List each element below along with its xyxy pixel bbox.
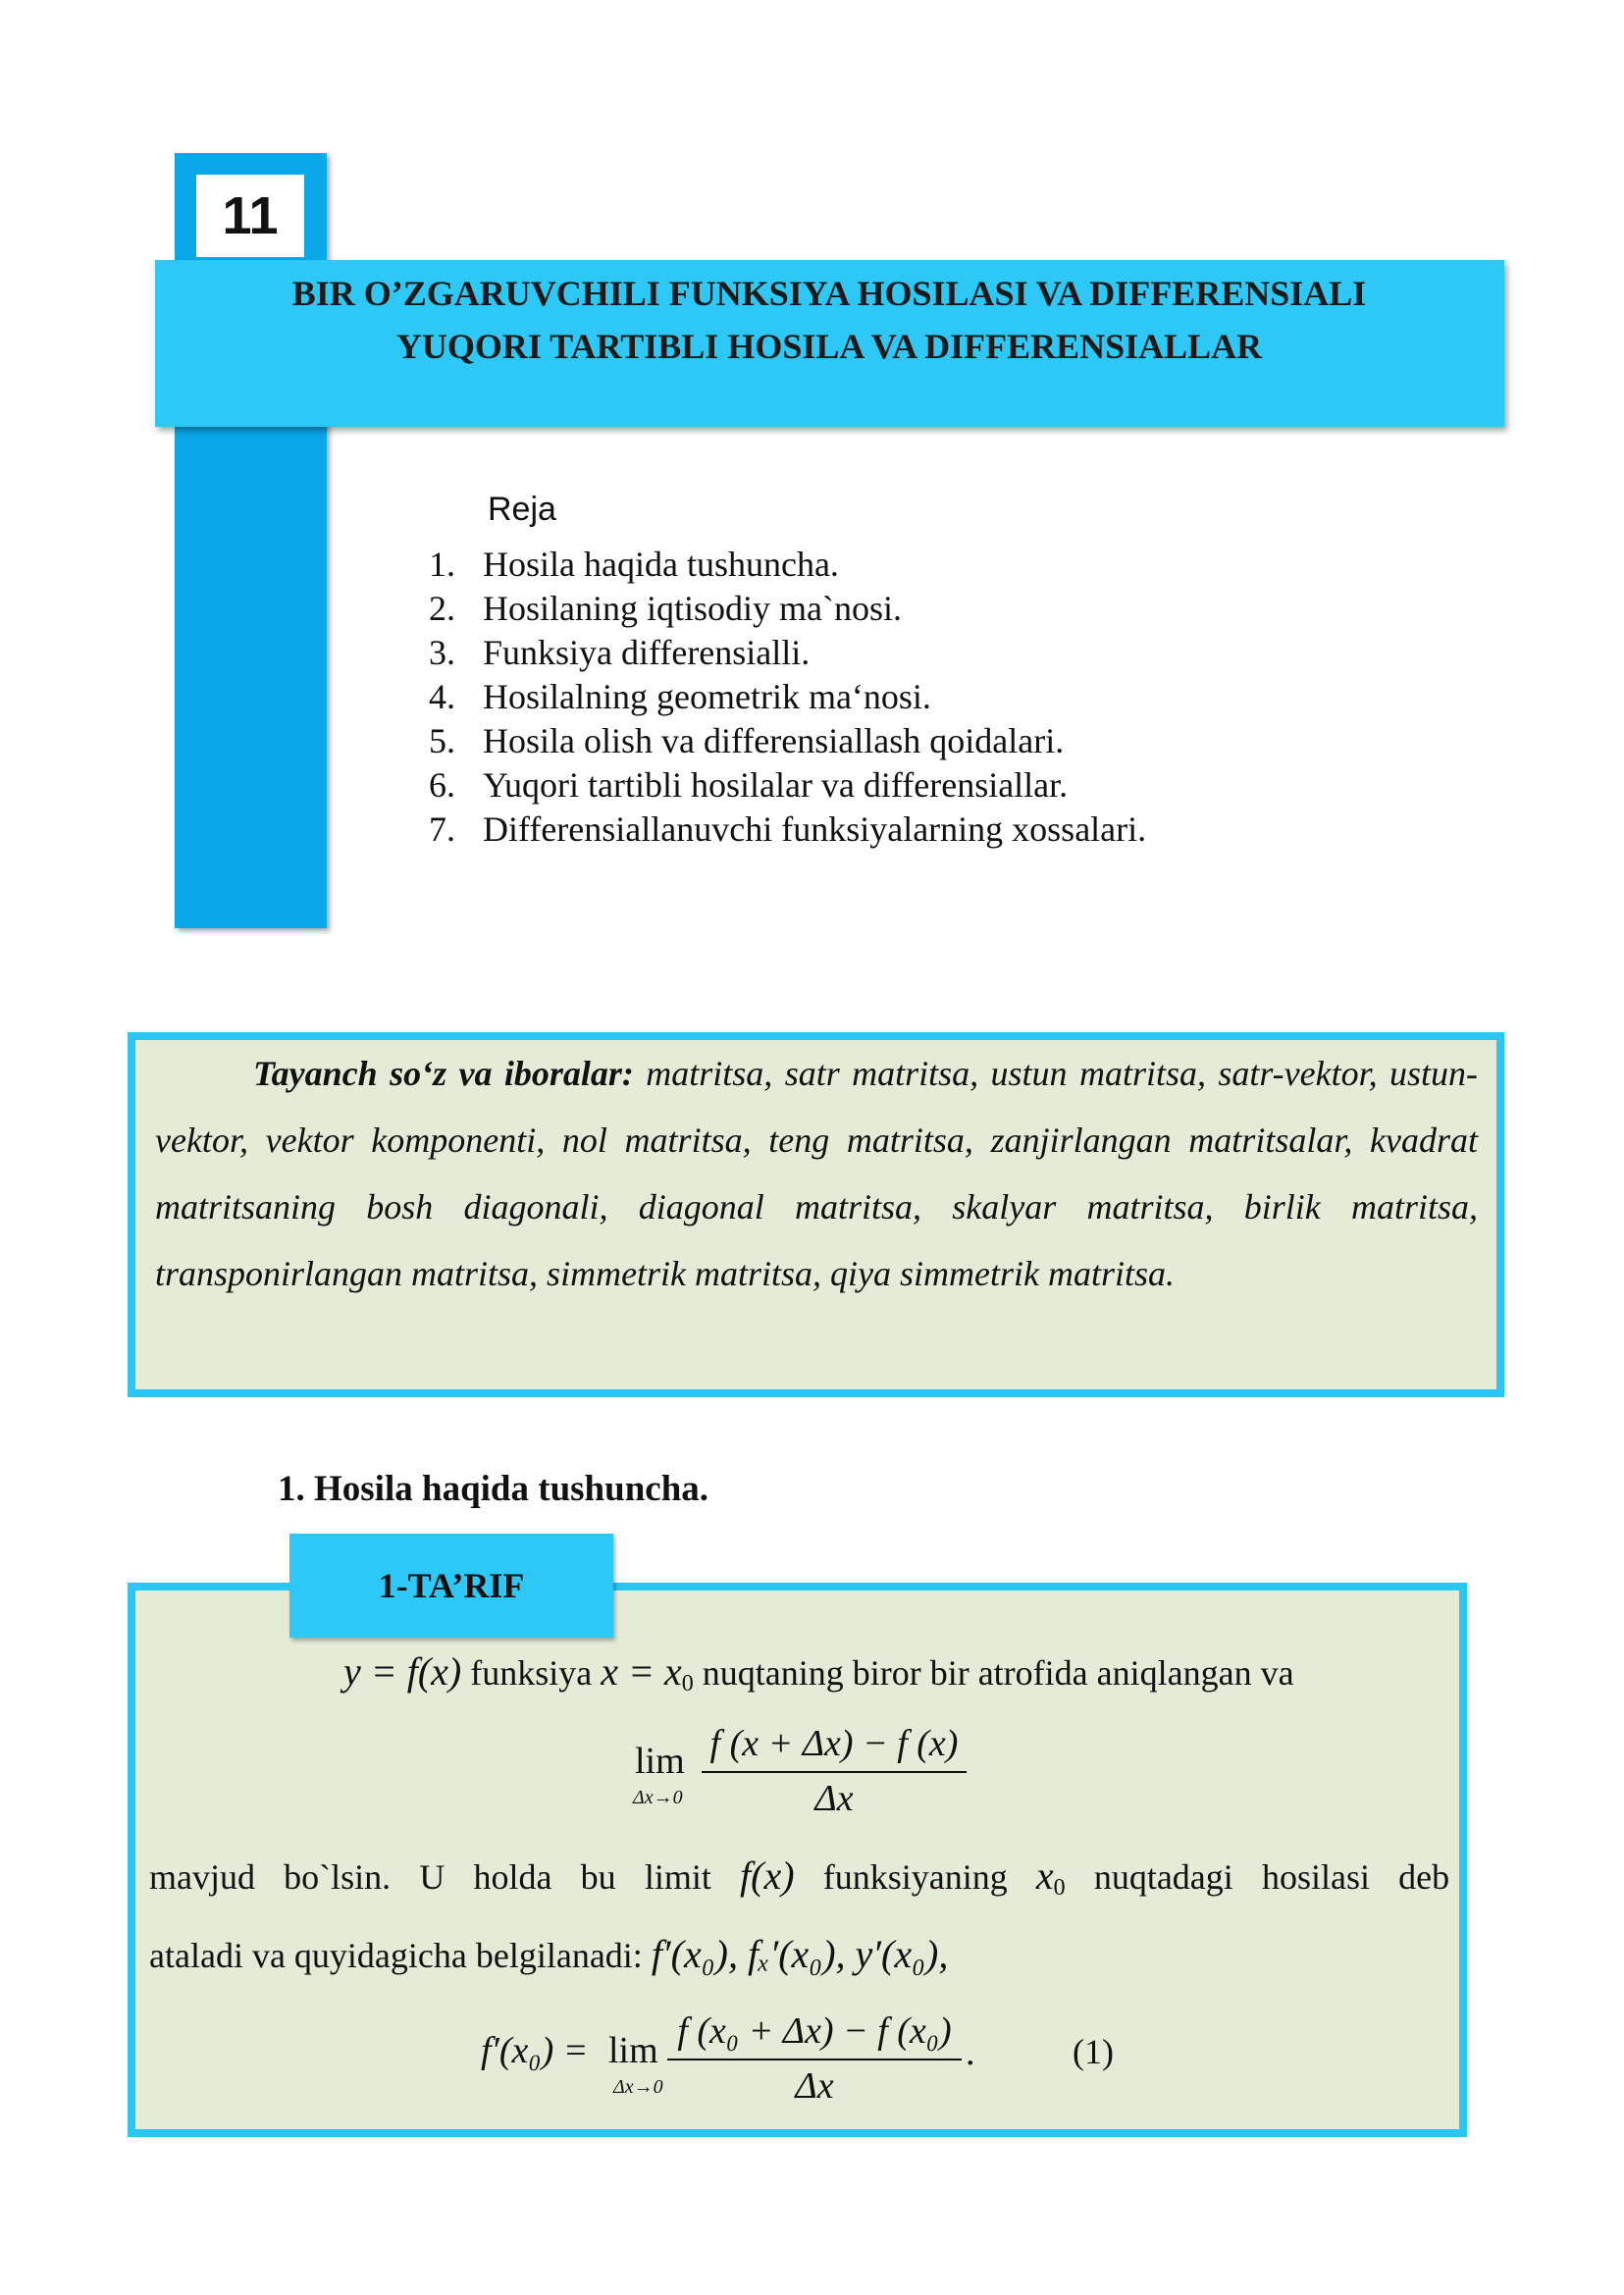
- formula-lhs: f′(x₀) =: [481, 2030, 589, 2071]
- formula-numerator: f (x₀ + Δx) − f (x₀): [677, 2010, 952, 2052]
- definition-line-1: y = f(x) funksiya $x = x_0$ nuqtaning biror bir atrofida aniqlangan va: [343, 1649, 1294, 1696]
- formula-lim: lim: [608, 2030, 658, 2071]
- plan-item: 1. Hosila haqida tushuncha.: [429, 545, 839, 584]
- equation-number: (1): [1073, 2032, 1114, 2071]
- limit-expression: [633, 1722, 967, 1840]
- plan-list: [429, 543, 1146, 852]
- fraction-numerator: f (x + Δx) − f (x): [709, 1723, 959, 1764]
- plan-item: 2. Hosilaning iqtisodiy ma`nosi.: [429, 589, 902, 628]
- point-expression: $x = x_0$: [601, 1649, 694, 1696]
- formula-denominator: Δx: [795, 2065, 834, 2107]
- plan-heading: Reja: [488, 491, 556, 528]
- section-heading: 1. Hosila haqida tushuncha.: [278, 1469, 709, 1509]
- derivative-notations: f′(x₀), fₓ′(x₀), y′(x₀),: [651, 1932, 949, 1976]
- fraction-denominator: Δx: [814, 1778, 854, 1819]
- plan-item: 7. Differensiallanuvchi funksiyalarning xossalari.: [429, 809, 1147, 849]
- definition-line-2: mavjud bo`lsin. U holda bu limit f(x) funksiyaning $x_0$ nuqtadagi hosilasi deb: [149, 1853, 1450, 1901]
- lim-label: lim: [635, 1741, 685, 1782]
- function-expression: y = f(x): [343, 1649, 462, 1694]
- chapter-number: 11: [196, 175, 304, 257]
- chapter-title: [157, 267, 1501, 373]
- formula-fraction-bar: [667, 2059, 962, 2060]
- plan-item: 4. Hosilalning geometrik ma‘nosi.: [429, 677, 931, 716]
- definition-tab: 1-TA’RIF: [289, 1534, 613, 1638]
- lim-subscript: Δx→0: [633, 1787, 683, 1808]
- keywords-label: Tayanch so‘z va iboralar:: [253, 1054, 634, 1093]
- definition-line-3: ataladi va quyidagicha belgilanadi: f′(x₀), fₓ′(x₀), y′(x₀),: [149, 1932, 949, 1976]
- chapter-title-line2: YUQORI TARTIBLI HOSILA VA DIFFERENSIALLAR: [395, 327, 1263, 366]
- plan-item: 3. Funksiya differensialli.: [429, 633, 811, 672]
- keywords-list: matritsa, satr matritsa, ustun matritsa, satr-vektor, ustun-vektor, vektor komponenti, nol matritsa, teng matritsa, zanjirlangan matritsalar, kvadrat matritsaning bosh diagonali, diagonal matritsa, skalyar matritsa, birlik matritsa, transponirlangan matritsa, simmetrik matritsa, qiya simmetrik matritsa.: [155, 1054, 1479, 1293]
- chapter-title-line1: BIR O’ZGARUVCHILI FUNKSIYA HOSILASI VA DIFFERENSIALI: [291, 274, 1367, 313]
- keywords-paragraph: [155, 1040, 1478, 1307]
- plan-item: 5. Hosila olish va differensiallash qoidalari.: [429, 721, 1065, 760]
- plan-item: 6. Yuqori tartibli hosilalar va differensiallar.: [429, 765, 1069, 805]
- formula-lim-subscript: Δx→0: [613, 2076, 663, 2098]
- derivative-formula: f′(x₀) = lim Δx→0 f (x₀ + Δx) − f (x₀) Δx .: [481, 2010, 975, 2107]
- fraction-bar: [702, 1771, 967, 1773]
